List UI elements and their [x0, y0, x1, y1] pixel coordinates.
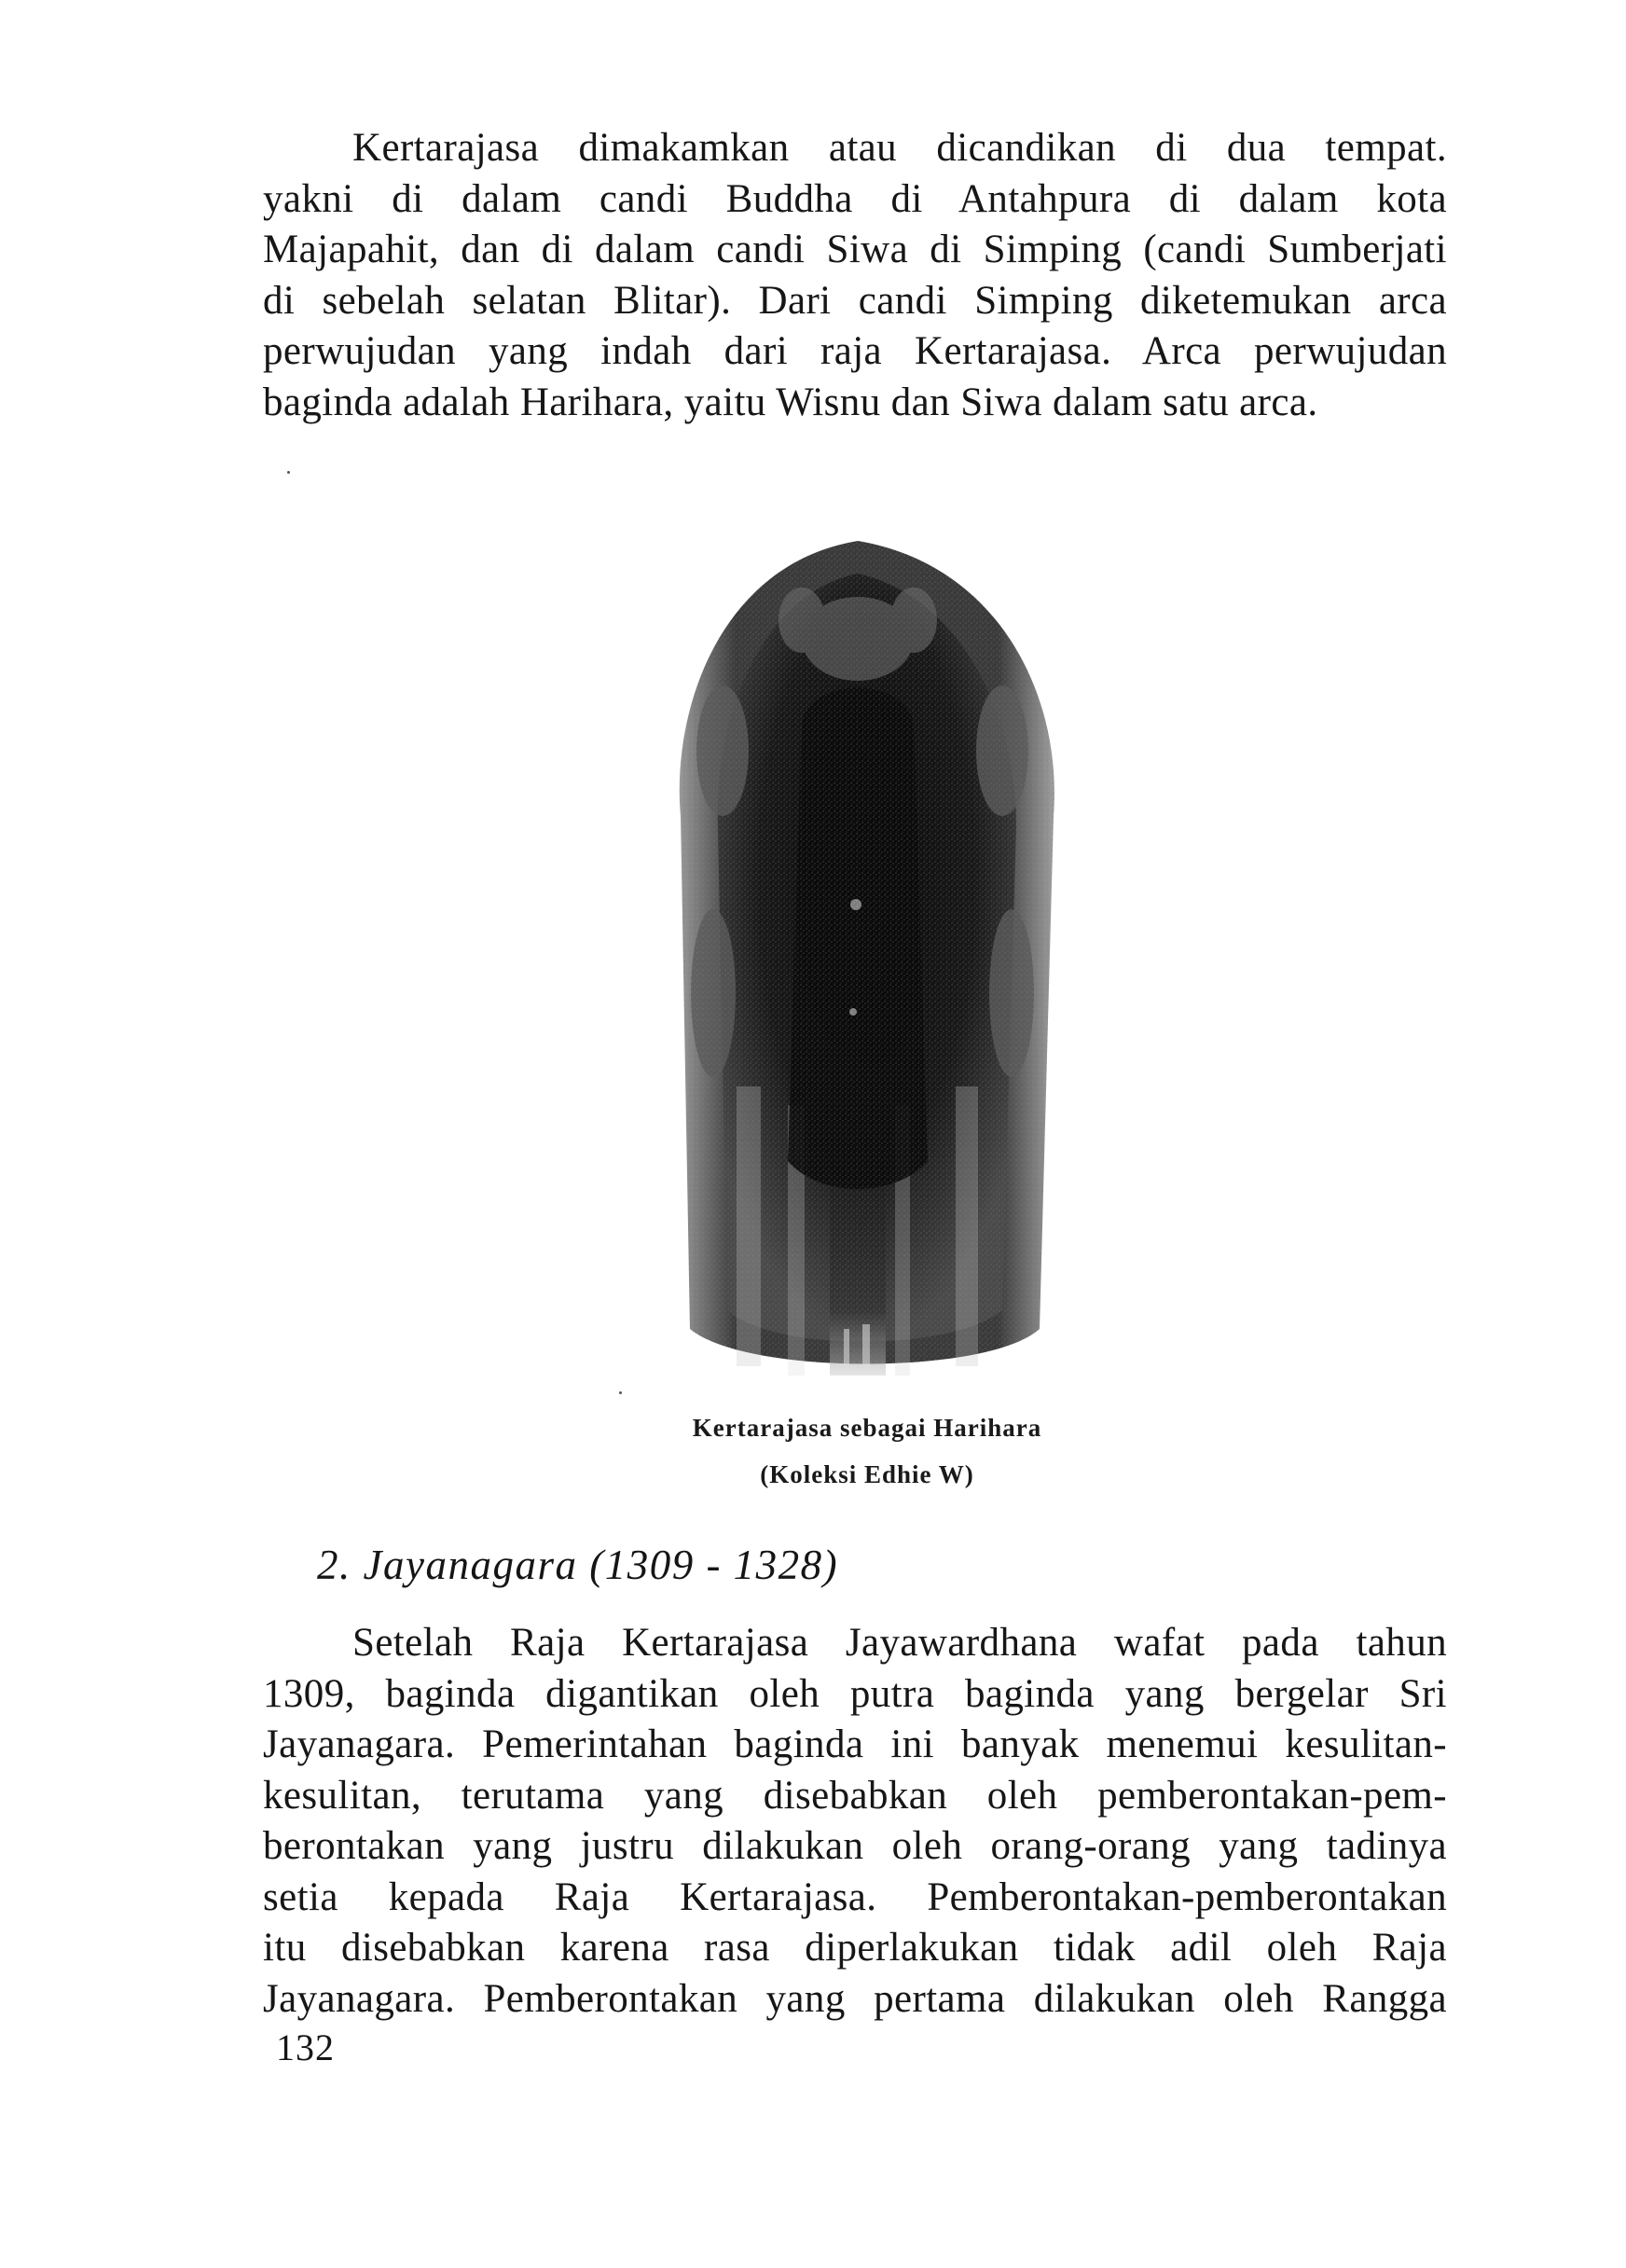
page-number: 132 [276, 2026, 335, 2068]
text-line: setia kepada Raja Kertarajasa. Pemberontakan-pemberontakan [263, 1874, 1447, 1919]
text-line: Jayanagara. Pemberontakan yang pertama dilakukan oleh Rangga [263, 1976, 1447, 2021]
figure-caption-credit: (Koleksi Edhie W) [760, 1460, 974, 1488]
figure-caption-title: Kertarajasa sebagai Harihara [692, 1414, 1042, 1442]
section-heading: 2. Jayanagara (1309 - 1328) [317, 1542, 839, 1588]
text-line: yakni di dalam candi Buddha di Antahpura di dalam kota [263, 176, 1447, 221]
paragraph-jayanagara [263, 1618, 1447, 2025]
text-line: baginda adalah Harihara, yaitu Wisnu dan Siwa dalam satu arca. [263, 380, 1318, 424]
text-line: kesulitan, terutama yang disebabkan oleh pemberontakan-pem- [263, 1773, 1447, 1818]
text-line: perwujudan yang indah dari raja Kertarajasa. Arca perwujudan [263, 329, 1447, 373]
paragraph-kertarajasa-tomb [263, 123, 1447, 428]
scan-speck [287, 471, 290, 474]
text-line: berontakan yang justru dilakukan oleh orang-orang yang tadinya [263, 1824, 1447, 1868]
scan-speck [619, 1391, 622, 1394]
text-line: 1309, baginda digantikan oleh putra baginda yang bergelar Sri [263, 1671, 1447, 1716]
text-line: Majapahit, dan di dalam candi Siwa di Simping (candi Sumberjati [263, 228, 1447, 271]
text-line: itu disebabkan karena rasa diperlakukan tidak adil oleh Raja [263, 1926, 1447, 1970]
text-line: Jayanagara. Pemerintahan baginda ini banyak menemui kesulitan- [263, 1722, 1447, 1766]
harihara-statue-photo [615, 508, 1100, 1404]
text-line: di sebelah selatan Blitar). Dari candi Simping diketemukan arca [263, 278, 1447, 323]
statue-image [615, 508, 1100, 1404]
text-line: Kertarajasa dimakamkan atau dicandikan di dua tempat. [352, 126, 1447, 170]
text-line: Setelah Raja Kertarajasa Jayawardhana wafat pada tahun [352, 1621, 1447, 1665]
